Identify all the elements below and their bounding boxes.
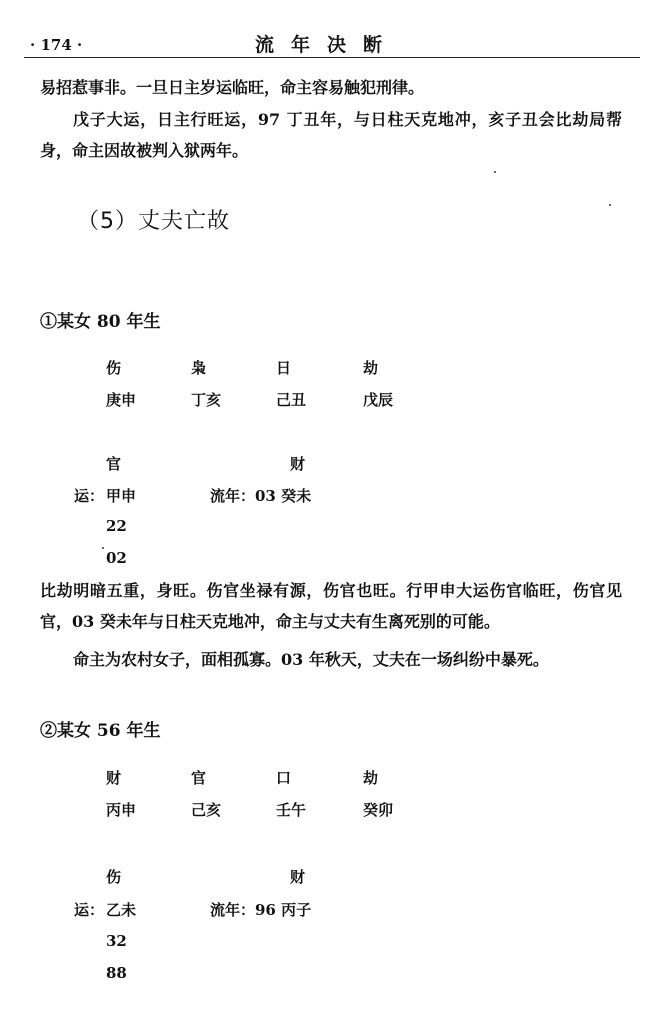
case-1-luck-god-stem: 官 [106,455,122,473]
case-1-ten-god-day: 日 [276,359,292,377]
case-1-age-start: 22 [106,517,127,535]
case-1-liunian: 流年：03 癸未 [210,487,312,505]
case-2-pillar-year: 丙申 [106,801,137,819]
case-1-yun-label: 运： [74,487,105,505]
case-2-pillar-hour: 癸卯 [363,801,394,819]
case-1-yun-pillar: 甲申 [106,487,137,505]
paragraph-wuzi-dayun: 戊子大运，日主行旺运，97 丁丑年，与日柱天克地冲，亥子丑会比劫局帮身，命主因故被判入狱两年。 [40,110,622,160]
case-1-outcome-paragraph: 命主为农村女子，面相孤寡。03 年秋天，丈夫在一场纠纷中暴死。 [73,650,549,669]
case-1-pillar-year: 庚申 [106,391,137,409]
case-2-heading: ②某女 56 年生 [40,721,161,741]
case-2-ten-god-hour: 劫 [363,769,379,787]
case-2-pillar-month: 己亥 [191,801,222,819]
scan-speck [494,171,496,173]
case-2-year-start: 88 [106,964,127,982]
running-title: 流年决断 [255,34,400,56]
case-1-pillar-hour: 戊辰 [363,391,394,409]
case-2-liunian: 流年：96 丙子 [210,901,312,919]
case-1-ten-god-month: 枭 [191,359,207,377]
case-1-pillar-day: 己丑 [276,391,307,409]
scan-speck [609,204,611,206]
scan-speck [102,547,104,549]
case-1-luck-god-year: 财 [290,455,306,473]
case-2-ten-god-month: 官 [191,769,207,787]
case-2-pillar-day: 壬午 [276,801,307,819]
case-2-age-start: 32 [106,932,127,950]
case-1-analysis-paragraph: 比劫明暗五重，身旺。伤官坐禄有源，伤官也旺。行甲申大运伤官临旺，伤官见官，03 癸未年与日柱天克地冲，命主与丈夫有生离死别的可能。 [40,581,622,631]
case-1-heading: ①某女 80 年生 [40,312,161,332]
paragraph-continuation: 易招惹事非。一旦日主岁运临旺，命主容易触犯刑律。 [40,78,425,97]
header-rule [24,57,640,58]
case-1-ten-god-year: 伤 [106,359,122,377]
case-2-yun-label: 运： [74,901,105,919]
page-number: · 174 · [30,36,83,54]
case-2-yun-pillar: 乙未 [106,901,137,919]
case-2-ten-god-day: 口 [276,769,292,787]
case-2-luck-god-year: 财 [290,868,306,886]
case-2-luck-god-stem: 伤 [106,868,122,886]
case-1-year-start: 02 [106,549,127,567]
case-2-ten-god-year: 财 [106,769,122,787]
case-1-ten-god-hour: 劫 [363,359,379,377]
case-1-pillar-month: 丁亥 [191,391,222,409]
section-title: （5）丈夫亡故 [77,209,230,234]
